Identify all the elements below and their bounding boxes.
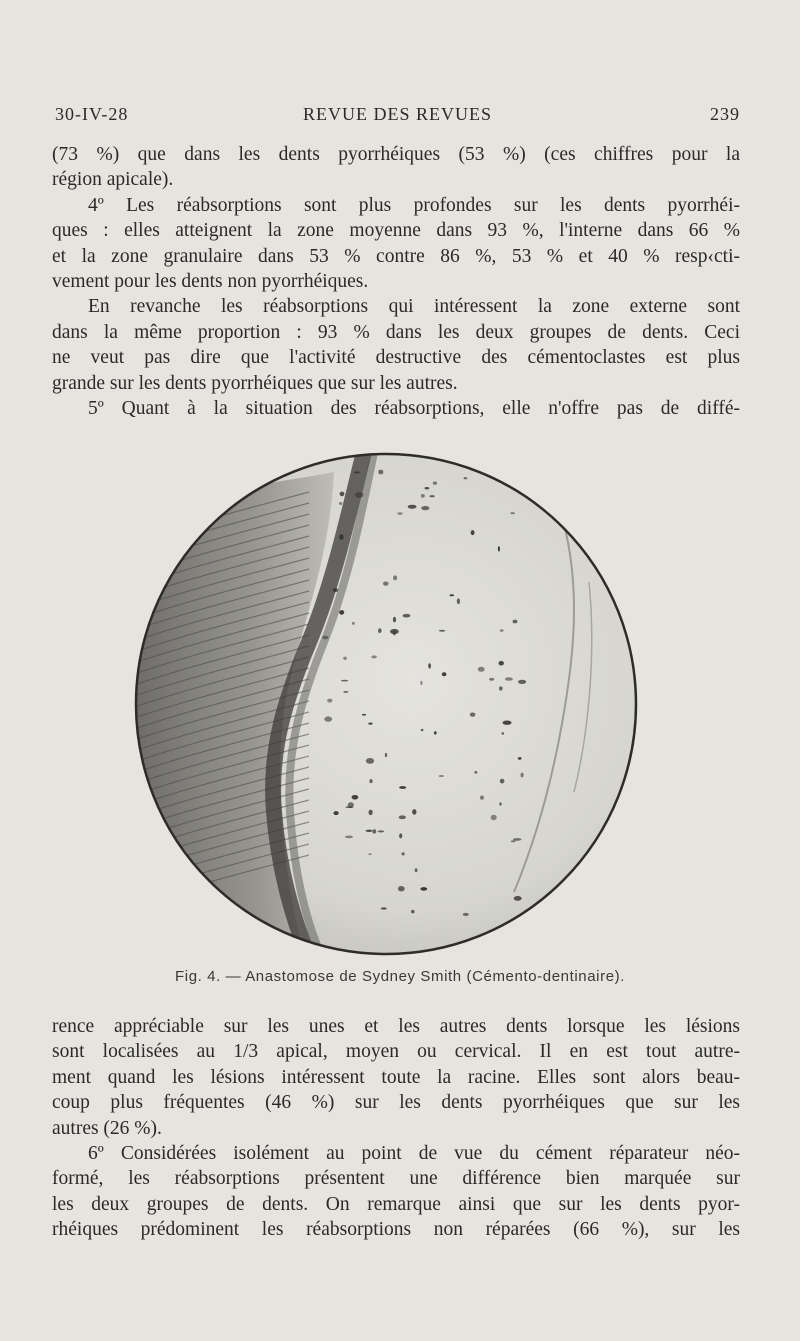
text-line: ques : elles atteignent la zone moyenne dans 93 %, l'interne dans 66 % bbox=[52, 220, 740, 242]
text-line: 4º Les réabsorptions sont plus profondes sur les dents pyorrhéi- bbox=[88, 194, 740, 216]
text-line: région apicale). bbox=[52, 169, 174, 191]
text-line: les deux groupes de dents. On remarque ainsi que sur les dents pyor- bbox=[52, 1193, 740, 1215]
text-line: rhéiques prédominent les réabsorptions non réparées (66 %), sur les bbox=[52, 1219, 740, 1241]
text-line: (73 %) que dans les dents pyorrhéiques (53 %) (ces chiffres pour la bbox=[52, 144, 740, 165]
paragraph bbox=[52, 320, 740, 345]
paragraph bbox=[52, 1141, 740, 1166]
text-line: formé, les réabsorptions présentent une différence bien marquée sur bbox=[52, 1168, 740, 1190]
paragraph bbox=[52, 167, 740, 192]
text-line: 6º Considérées isolément au point de vue du cément réparateur néo- bbox=[88, 1143, 740, 1165]
paragraph bbox=[52, 345, 740, 370]
text-line: grande sur les dents pyorrhéiques que sur les autres. bbox=[52, 372, 458, 394]
paragraph bbox=[52, 294, 740, 319]
paragraph bbox=[52, 142, 740, 167]
micrograph-image bbox=[134, 452, 639, 957]
text-line: et la zone granulaire dans 53 % contre 86 %, 53 % et 40 % resp‹cti- bbox=[52, 245, 740, 267]
header-date: 30-IV-28 bbox=[55, 104, 129, 124]
text-line: autres (26 %). bbox=[52, 1117, 162, 1139]
text-line: ment quand les lésions intéressent toute la racine. Elles sont alors beau- bbox=[52, 1066, 740, 1088]
text-block-top bbox=[52, 142, 740, 421]
page-number: 239 bbox=[710, 104, 740, 124]
text-line: En revanche les réabsorptions qui intéressent la zone externe sont bbox=[88, 296, 740, 318]
text-line: 5º Quant à la situation des réabsorptions, elle n'offre pas de diffé- bbox=[88, 398, 740, 420]
paragraph bbox=[52, 1090, 740, 1115]
paragraph bbox=[52, 371, 740, 396]
paragraph bbox=[52, 1014, 740, 1039]
text-line: vement pour les dents non pyorrhéiques. bbox=[52, 271, 369, 293]
text-line: coup plus fréquentes (46 %) sur les dents pyorrhéiques que sur les bbox=[52, 1092, 740, 1114]
text-line: ne veut pas dire que l'activité destructive des cémentoclastes est plus bbox=[52, 347, 740, 369]
paragraph bbox=[52, 1116, 740, 1141]
text-line: rence appréciable sur les unes et les autres dents lorsque les lésions bbox=[52, 1016, 740, 1037]
text-line: sont localisées au 1/3 apical, moyen ou cervical. Il en est tout autre- bbox=[52, 1041, 740, 1063]
paragraph bbox=[52, 1166, 740, 1191]
figure-caption: Fig. 4. — Anastomose de Sydney Smith (Cémento-dentinaire). bbox=[175, 968, 625, 985]
running-header bbox=[55, 104, 740, 130]
paragraph bbox=[52, 218, 740, 243]
header-journal-title: REVUE DES REVUES bbox=[302, 104, 492, 124]
micrograph-figure bbox=[134, 452, 639, 957]
paragraph bbox=[52, 1065, 740, 1090]
paragraph bbox=[52, 244, 740, 269]
paragraph bbox=[52, 1192, 740, 1217]
paragraph bbox=[52, 396, 740, 421]
text-line: dans la même proportion : 93 % dans les deux groupes de dents. Ceci bbox=[52, 321, 740, 343]
text-block-bottom bbox=[52, 1014, 740, 1243]
paragraph bbox=[52, 1039, 740, 1064]
paragraph bbox=[52, 1217, 740, 1242]
paragraph bbox=[52, 269, 740, 294]
paragraph bbox=[52, 193, 740, 218]
